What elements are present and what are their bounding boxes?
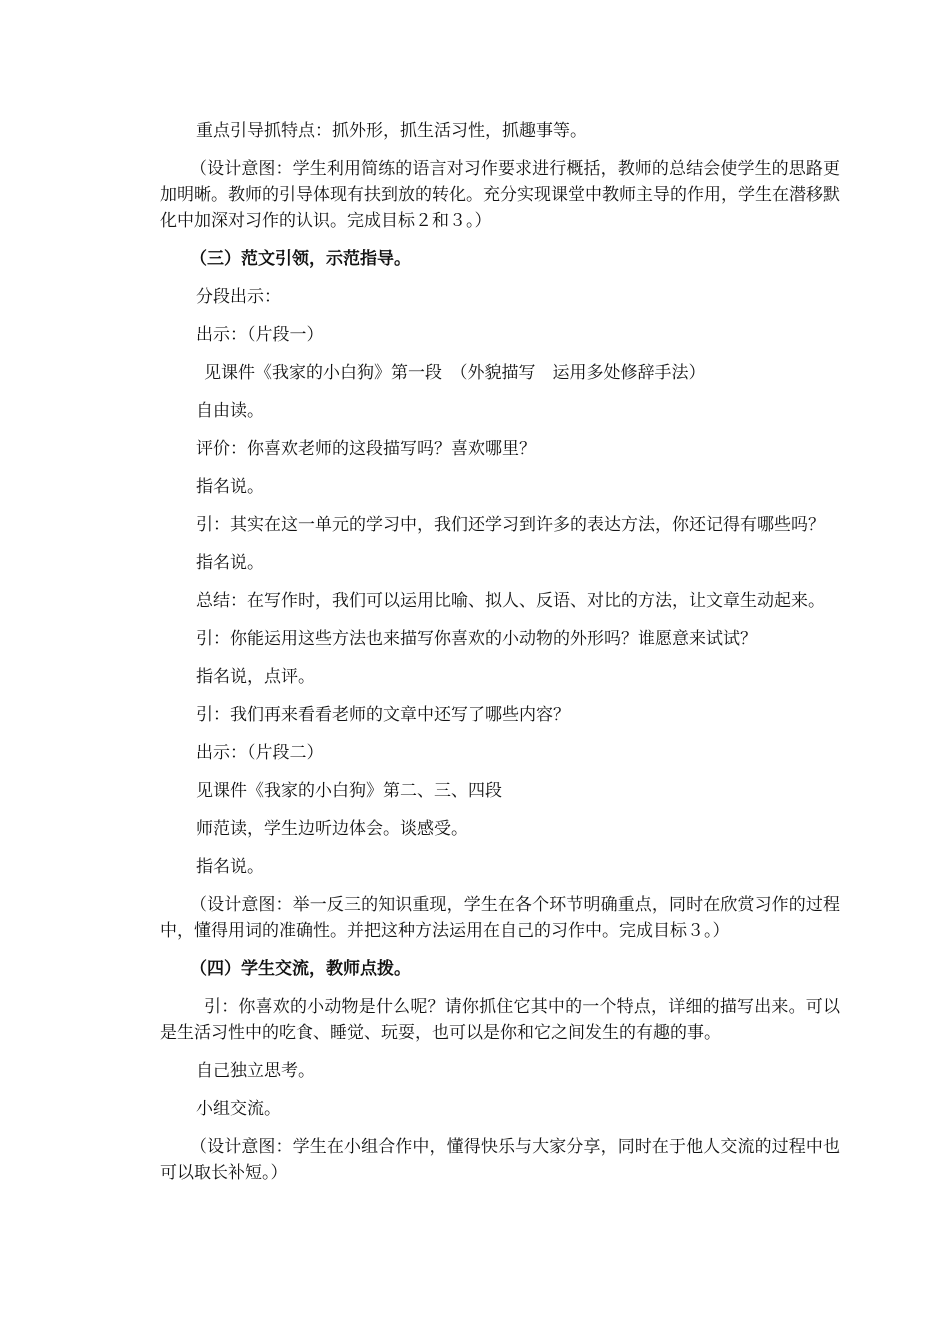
paragraph-call-on-3: 指名说。 [196, 857, 264, 877]
paragraph-summary: 总结：在写作时，我们可以运用比喻、拟人、反语、对比的方法，让文章生动起来。 [196, 591, 825, 611]
paragraph-call-on-1: 指名说。 [196, 477, 264, 497]
document-body [160, 118, 840, 1198]
paragraph-design-intent-2: （设计意图：举一反三的知识重现，学生在各个环节明确重点，同时在欣赏习作的过程中，懂得用词的准确性。并把这种方法运用在自己的习作中。完成目标３。） [160, 895, 840, 941]
paragraph-courseware-1: 见课件《我家的小白狗》第一段 （外貌描写 运用多处修辞手法） [204, 363, 706, 383]
paragraph-call-on-2: 指名说。 [196, 553, 264, 573]
section-heading-3: （三）范文引领，示范指导。 [190, 249, 411, 269]
paragraph-show-excerpt-2: 出示：（片段二） [196, 743, 324, 763]
paragraph-guide-favorite-animal: 引：你喜欢的小动物是什么呢？请你抓住它其中的一个特点，详细的描写出来。可以是生活习性中的吃食、睡觉、玩耍，也可以是你和它之间发生的有趣的事。 [160, 997, 840, 1043]
paragraph-design-intent-1: （设计意图：学生利用简练的语言对习作要求进行概括，教师的总结会使学生的思路更加明晰。教师的引导体现有扶到放的转化。充分实现课堂中教师主导的作用，学生在潜移默化中加深对习作的认识。完成目标２和３。） [160, 159, 840, 231]
paragraph-guide-content: 引：我们再来看看老师的文章中还写了哪些内容？ [196, 705, 570, 725]
paragraph-guide-methods: 引：其实在这一单元的学习中，我们还学习到许多的表达方法，你还记得有哪些吗？ [196, 515, 825, 535]
paragraph-call-on-comment: 指名说，点评。 [196, 667, 315, 687]
paragraph-show-excerpt-1: 出示：（片段一） [196, 325, 324, 345]
paragraph-group-discussion: 小组交流。 [196, 1099, 281, 1119]
paragraph-key-guidance: 重点引导抓特点：抓外形，抓生活习性，抓趣事等。 [196, 121, 587, 141]
paragraph-courseware-2: 见课件《我家的小白狗》第二、三、四段 [196, 781, 502, 801]
section-heading-4: （四）学生交流，教师点拨。 [190, 959, 411, 979]
paragraph-teacher-reading: 师范读，学生边听边体会。谈感受。 [196, 819, 468, 839]
paragraph-free-reading: 自由读。 [196, 401, 264, 421]
paragraph-independent-thinking: 自己独立思考。 [196, 1061, 315, 1081]
paragraph-segment-display: 分段出示： [196, 287, 281, 307]
paragraph-guide-appearance: 引：你能运用这些方法也来描写你喜欢的小动物的外形吗？谁愿意来试试？ [196, 629, 757, 649]
paragraph-design-intent-3: （设计意图：学生在小组合作中，懂得快乐与大家分享，同时在于他人交流的过程中也可以取长补短。） [160, 1137, 840, 1183]
paragraph-evaluation: 评价：你喜欢老师的这段描写吗？喜欢哪里？ [196, 439, 536, 459]
